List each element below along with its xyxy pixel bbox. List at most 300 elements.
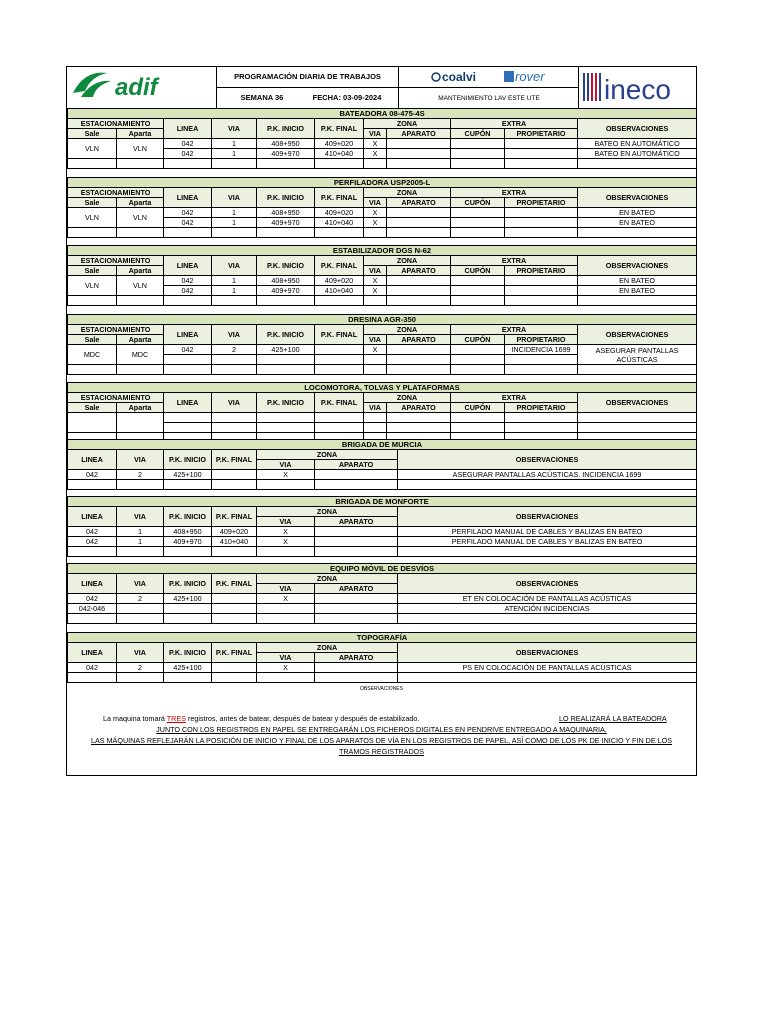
table-cell — [257, 413, 315, 423]
work-schedule-sheet — [66, 66, 697, 776]
table-cell — [117, 480, 164, 490]
col-header: LINEA — [68, 507, 117, 527]
col-header: P.K. INICIO — [257, 393, 315, 413]
col-header: OBSERVACIONES — [398, 507, 697, 527]
table-cell — [315, 663, 398, 673]
table-cell: INCIDENCIA 1699 — [505, 345, 578, 355]
table-cell: 2 — [117, 663, 164, 673]
table-cell — [212, 423, 257, 433]
table-row — [68, 480, 697, 490]
table-cell: 425+100 — [257, 345, 315, 355]
table-row — [68, 663, 697, 673]
empty-cell — [451, 159, 505, 169]
table-cell — [387, 218, 451, 228]
table-cell: 408+950 — [257, 208, 315, 218]
table-cell — [257, 355, 315, 365]
section-title-row — [68, 383, 697, 393]
note-text: registros, antes de batear, después de batear y después de estabilizado. — [185, 714, 420, 723]
col-header: P.K. FINAL — [315, 325, 364, 345]
observaciones-label: OBSERVACIONES — [360, 686, 403, 692]
brigade-table — [67, 439, 697, 490]
header-title-block — [217, 67, 399, 108]
table-cell: 409+970 — [257, 218, 315, 228]
col-header: EXTRA — [451, 188, 578, 198]
table-cell — [68, 673, 117, 683]
empty-cell — [578, 365, 697, 375]
empty-row — [68, 365, 697, 375]
col-header: VIA — [212, 325, 257, 345]
empty-cell — [117, 296, 164, 306]
col-header: P.K. INICIO — [164, 507, 212, 527]
empty-cell — [68, 365, 117, 375]
col-header: VIA — [364, 266, 387, 276]
table-row — [68, 527, 697, 537]
machine-table — [67, 177, 697, 238]
table-cell: 410+040 — [315, 286, 364, 296]
col-header: ESTACIONAMIENTO — [68, 119, 164, 129]
table-cell: 1 — [212, 149, 257, 159]
col-header: VIA — [364, 198, 387, 208]
table-cell — [68, 480, 117, 490]
observation-cell: ATENCIÓN INCIDENCIAS — [398, 604, 697, 614]
table-cell — [68, 614, 117, 624]
rover-logo-text: rover — [515, 69, 545, 84]
section-title: PERFILADORA USP2005-L — [68, 178, 697, 188]
table-cell — [451, 149, 505, 159]
empty-cell — [364, 296, 387, 306]
section-title: TOPOGRAFÍA — [68, 633, 697, 643]
table-cell — [257, 480, 315, 490]
col-header: LINEA — [68, 450, 117, 470]
table-cell: 409+970 — [164, 537, 212, 547]
table-cell: 042 — [68, 663, 117, 673]
col-header: EXTRA — [451, 119, 578, 129]
table-cell — [315, 345, 364, 355]
observation-cell: PERFILADO MANUAL DE CABLES Y BALIZAS EN BATEO — [398, 527, 697, 537]
col-header: OBSERVACIONES — [398, 643, 697, 663]
table-row — [68, 413, 697, 423]
col-header: APARATO — [315, 584, 398, 594]
note-line-1-right: LO REALIZARÁ LA BATEADORA — [559, 714, 667, 723]
col-header: VIA — [117, 507, 164, 527]
table-cell: 042 — [164, 208, 212, 218]
col-header: P.K. INICIO — [257, 119, 315, 139]
table-cell — [315, 527, 398, 537]
aparta-cell: VLN — [117, 208, 164, 228]
col-header: ZONA — [257, 507, 398, 517]
note-line-4: TRAMOS REGISTRADOS — [338, 747, 425, 756]
table-cell — [387, 139, 451, 149]
col-header: LINEA — [164, 325, 212, 345]
header-row — [68, 643, 697, 653]
section-title-row — [68, 246, 697, 256]
observation-cell — [398, 614, 697, 624]
date-label: FECHA: 03-09-2024 — [312, 93, 382, 102]
observation-cell: ET EN COLOCACIÓN DE PANTALLAS ACÚSTICAS — [398, 594, 697, 604]
table-cell: X — [257, 537, 315, 547]
table-cell — [364, 423, 387, 433]
table-cell — [505, 149, 578, 159]
table-cell: X — [257, 663, 315, 673]
col-header: P.K. FINAL — [212, 574, 257, 594]
table-cell — [315, 537, 398, 547]
table-cell — [315, 470, 398, 480]
table-row — [68, 139, 697, 149]
empty-cell — [212, 159, 257, 169]
col-header: OBSERVACIONES — [578, 393, 697, 413]
table-cell — [315, 604, 398, 614]
table-cell — [451, 218, 505, 228]
empty-cell — [451, 228, 505, 238]
ineco-logo — [579, 67, 696, 108]
empty-cell — [505, 365, 578, 375]
col-header: LINEA — [68, 574, 117, 594]
coalvi-rover-block — [399, 67, 579, 108]
table-cell: 409+020 — [315, 139, 364, 149]
table-cell: 410+040 — [315, 149, 364, 159]
col-header: P.K. FINAL — [315, 393, 364, 413]
table-cell — [505, 139, 578, 149]
table-cell — [212, 470, 257, 480]
empty-row — [68, 296, 697, 306]
table-cell: X — [257, 470, 315, 480]
table-cell — [364, 355, 387, 365]
col-header: APARATO — [315, 517, 398, 527]
table-cell — [117, 604, 164, 614]
col-header: VIA — [257, 460, 315, 470]
empty-cell — [315, 228, 364, 238]
table-cell: 042 — [68, 527, 117, 537]
table-cell: 042 — [164, 139, 212, 149]
aparta-cell: VLN — [117, 276, 164, 296]
section-title: BRIGADA DE MURCIA — [68, 440, 697, 450]
table-cell — [117, 673, 164, 683]
col-header: P.K. INICIO — [164, 643, 212, 663]
col-header: Aparta — [117, 335, 164, 345]
table-cell: 425+100 — [164, 663, 212, 673]
col-header: ZONA — [364, 393, 451, 403]
observation-cell — [578, 413, 697, 423]
empty-row — [68, 228, 697, 238]
empty-cell — [387, 296, 451, 306]
empty-cell — [387, 159, 451, 169]
empty-cell — [212, 228, 257, 238]
empty-cell — [387, 365, 451, 375]
empty-cell — [257, 159, 315, 169]
table-cell: 042 — [68, 594, 117, 604]
col-header: ZONA — [364, 188, 451, 198]
table-cell — [315, 594, 398, 604]
col-header: ZONA — [364, 325, 451, 335]
table-cell — [315, 547, 398, 557]
col-header: Aparta — [117, 403, 164, 413]
table-cell — [505, 355, 578, 365]
table-cell — [315, 423, 364, 433]
empty-cell — [364, 365, 387, 375]
table-cell: 410+040 — [212, 537, 257, 547]
brigade-table — [67, 563, 697, 624]
empty-cell — [578, 228, 697, 238]
col-header: LINEA — [164, 119, 212, 139]
section-title-row — [68, 315, 697, 325]
empty-cell — [164, 365, 212, 375]
empty-cell — [505, 228, 578, 238]
section-title-row — [68, 440, 697, 450]
observation-cell — [398, 547, 697, 557]
coalvi-icon — [432, 73, 440, 81]
table-cell: 2 — [117, 594, 164, 604]
table-cell — [212, 673, 257, 683]
sale-cell: VLN — [68, 276, 117, 296]
col-header: VIA — [117, 574, 164, 594]
brigade-table — [67, 496, 697, 557]
col-header: Sale — [68, 266, 117, 276]
table-row — [68, 673, 697, 683]
page-title: PROGRAMACIÓN DIARIA DE TRABAJOS — [234, 72, 381, 81]
table-cell — [164, 604, 212, 614]
table-cell — [387, 276, 451, 286]
table-cell — [257, 604, 315, 614]
col-header: P.K. FINAL — [315, 256, 364, 276]
table-cell: 1 — [212, 286, 257, 296]
empty-cell — [68, 159, 117, 169]
table-cell — [387, 355, 451, 365]
col-header: VIA — [212, 256, 257, 276]
table-row — [68, 276, 697, 286]
table-row — [68, 470, 697, 480]
observation-cell: EN BATEO — [578, 208, 697, 218]
col-header: PROPIETARIO — [505, 403, 578, 413]
col-header: Aparta — [117, 129, 164, 139]
observation-cell: EN BATEO — [578, 218, 697, 228]
table-cell: 1 — [212, 218, 257, 228]
table-cell: 042 — [68, 537, 117, 547]
table-cell: 1 — [117, 527, 164, 537]
table-cell — [451, 208, 505, 218]
empty-cell — [315, 159, 364, 169]
col-header: P.K. FINAL — [315, 119, 364, 139]
header-row — [68, 393, 697, 403]
col-header: Aparta — [117, 266, 164, 276]
table-cell — [505, 218, 578, 228]
col-header: APARATO — [315, 653, 398, 663]
table-cell — [387, 345, 451, 355]
observation-cell: PERFILADO MANUAL DE CABLES Y BALIZAS EN BATEO — [398, 537, 697, 547]
table-cell: X — [257, 527, 315, 537]
ineco-logo-icon — [579, 67, 696, 108]
table-cell — [164, 355, 212, 365]
col-header: P.K. FINAL — [212, 450, 257, 470]
col-header: ZONA — [257, 643, 398, 653]
col-header: VIA — [117, 643, 164, 663]
table-cell: 409+020 — [315, 208, 364, 218]
table-cell — [212, 547, 257, 557]
table-cell — [505, 286, 578, 296]
table-cell — [212, 480, 257, 490]
col-header: VIA — [212, 393, 257, 413]
adif-logo-text: adif — [115, 74, 158, 101]
col-header: VIA — [364, 129, 387, 139]
col-header: CUPÓN — [451, 129, 505, 139]
table-cell — [212, 355, 257, 365]
col-header: PROPIETARIO — [505, 129, 578, 139]
section-title: BATEADORA 08-475-4S — [68, 109, 697, 119]
table-cell: X — [257, 594, 315, 604]
col-header: LINEA — [68, 643, 117, 663]
machine-table — [67, 382, 697, 443]
table-row — [68, 537, 697, 547]
col-header: P.K. FINAL — [212, 507, 257, 527]
coalvi-logo-text: coalvi — [442, 70, 477, 84]
observation-cell: ASEGURAR PANTALLAS ACÚSTICAS — [578, 345, 697, 365]
table-cell — [505, 413, 578, 423]
observation-cell: BATEO EN AUTOMÁTICO — [578, 149, 697, 159]
col-header: ESTACIONAMIENTO — [68, 188, 164, 198]
table-cell: X — [364, 208, 387, 218]
table-cell: 410+040 — [315, 218, 364, 228]
col-header: ESTACIONAMIENTO — [68, 393, 164, 403]
empty-cell — [315, 365, 364, 375]
col-header: VIA — [212, 188, 257, 208]
table-cell — [505, 276, 578, 286]
empty-cell — [257, 296, 315, 306]
table-cell — [212, 604, 257, 614]
table-cell: 042 — [164, 218, 212, 228]
header-row — [68, 119, 697, 129]
empty-cell — [68, 296, 117, 306]
table-cell — [257, 547, 315, 557]
empty-cell — [364, 228, 387, 238]
table-cell: 1 — [212, 208, 257, 218]
section-title: DRESINA AGR-350 — [68, 315, 697, 325]
rover-icon — [504, 71, 514, 82]
table-cell — [68, 547, 117, 557]
table-cell — [164, 547, 212, 557]
col-header: APARATO — [387, 129, 451, 139]
table-cell — [451, 413, 505, 423]
header-row — [68, 574, 697, 584]
table-cell — [164, 673, 212, 683]
document-header — [67, 67, 696, 109]
col-header: APARATO — [387, 335, 451, 345]
table-cell: X — [364, 149, 387, 159]
col-header: CUPÓN — [451, 403, 505, 413]
col-header: VIA — [257, 517, 315, 527]
col-header: CUPÓN — [451, 198, 505, 208]
table-cell: 042 — [164, 149, 212, 159]
table-row — [68, 345, 697, 355]
machine-table — [67, 314, 697, 375]
table-cell: X — [364, 139, 387, 149]
table-cell: 042 — [164, 276, 212, 286]
empty-cell — [451, 365, 505, 375]
col-header: ZONA — [364, 256, 451, 266]
aparta-cell — [117, 413, 164, 433]
empty-cell — [212, 365, 257, 375]
header-divider — [217, 87, 398, 88]
table-cell — [164, 413, 212, 423]
table-cell — [451, 286, 505, 296]
col-header: Sale — [68, 198, 117, 208]
table-cell: 042 — [164, 286, 212, 296]
col-header: PROPIETARIO — [505, 198, 578, 208]
brigade-table — [67, 632, 697, 683]
col-header: OBSERVACIONES — [578, 188, 697, 208]
empty-cell — [257, 228, 315, 238]
table-cell: X — [364, 286, 387, 296]
empty-cell — [387, 228, 451, 238]
table-cell — [315, 480, 398, 490]
section-title-row — [68, 564, 697, 574]
col-header: OBSERVACIONES — [578, 119, 697, 139]
section-title-row — [68, 178, 697, 188]
section-title: LOCOMOTORA, TOLVAS Y PLATAFORMAS — [68, 383, 697, 393]
table-cell — [451, 345, 505, 355]
table-cell — [257, 614, 315, 624]
table-cell: 409+970 — [257, 149, 315, 159]
col-header: ZONA — [257, 574, 398, 584]
empty-cell — [578, 296, 697, 306]
table-cell — [451, 355, 505, 365]
table-cell: X — [364, 276, 387, 286]
header-row — [68, 188, 697, 198]
table-cell — [117, 614, 164, 624]
empty-cell — [364, 159, 387, 169]
empty-cell — [451, 296, 505, 306]
empty-cell — [164, 159, 212, 169]
col-header: P.K. INICIO — [257, 325, 315, 345]
col-header: P.K. FINAL — [315, 188, 364, 208]
empty-cell — [117, 365, 164, 375]
section-title: BRIGADA DE MONFORTE — [68, 497, 697, 507]
col-header: LINEA — [164, 188, 212, 208]
table-row — [68, 604, 697, 614]
note-line-3: LAS MÁQUINAS REFLEJARÁN LA POSICIÓN DE INICIO Y FINAL DE LOS APARATOS DE VÍA EN LOS REGISTROS DE PAPEL, ASÍ COMO DE LOS PK DE INICIO Y FIN DE LOS — [90, 736, 672, 745]
col-header: APARATO — [387, 198, 451, 208]
col-header: ESTACIONAMIENTO — [68, 325, 164, 335]
section-title-row — [68, 497, 697, 507]
table-cell: 425+100 — [164, 470, 212, 480]
col-header: VIA — [117, 450, 164, 470]
table-cell — [451, 423, 505, 433]
col-header: VIA — [212, 119, 257, 139]
empty-cell — [68, 228, 117, 238]
table-cell — [387, 423, 451, 433]
table-cell: 042-046 — [68, 604, 117, 614]
col-header: VIA — [364, 335, 387, 345]
table-cell: 2 — [117, 470, 164, 480]
col-header: P.K. FINAL — [212, 643, 257, 663]
section-title-row — [68, 633, 697, 643]
aparta-cell: MDC — [117, 345, 164, 365]
table-cell — [164, 480, 212, 490]
table-cell — [315, 614, 398, 624]
empty-row — [68, 159, 697, 169]
table-row — [68, 208, 697, 218]
note-text: La maquina tomará — [103, 714, 167, 723]
col-header: Sale — [68, 403, 117, 413]
col-header: P.K. INICIO — [164, 574, 212, 594]
col-header: Sale — [68, 129, 117, 139]
ineco-logo-text: ineco — [604, 74, 671, 105]
table-cell — [164, 614, 212, 624]
observation-cell: BATEO EN AUTOMÁTICO — [578, 139, 697, 149]
table-cell: 2 — [212, 345, 257, 355]
header-row — [68, 507, 697, 517]
table-cell — [257, 423, 315, 433]
sale-cell — [68, 413, 117, 433]
table-cell: 042 — [164, 345, 212, 355]
